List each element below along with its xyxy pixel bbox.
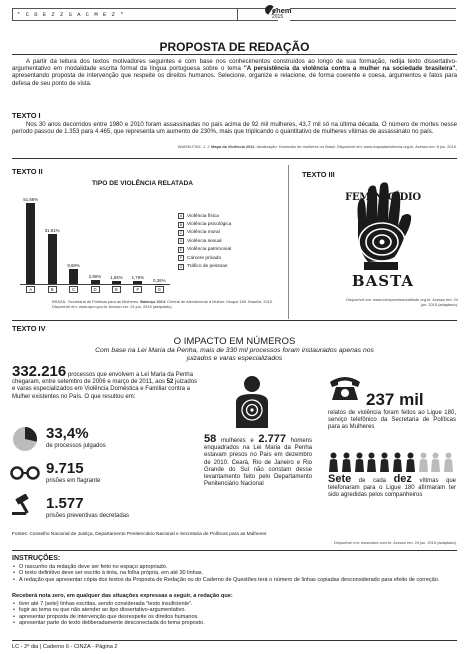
chart-category-label: C (69, 286, 78, 293)
stat1-number: 33,4% (46, 425, 89, 442)
mid-pre: mulheres e (216, 438, 259, 444)
divider-3 (12, 550, 457, 551)
vertical-divider (288, 165, 289, 319)
texto1-source (12, 145, 457, 150)
chart-legend (178, 212, 278, 271)
legend-label: Violência sexual (187, 238, 222, 244)
person-icon (392, 452, 403, 472)
chart-bar-C (69, 269, 78, 284)
stat-main-post: juizados e varas especializados em Violência Doméstica e Familiar contra a Mulher existentes no País. O que resultou em: (12, 379, 198, 400)
zero-condition-item: • tiver até 7 (sete) linhas escritas, sendo considerada "texto insuficiente". (12, 601, 457, 607)
chart-x-axis (20, 284, 170, 285)
legend-key: B (179, 222, 183, 227)
mid-number-2: 2.777 (258, 433, 286, 445)
right-number: 237 mil (366, 390, 424, 409)
logo-brand: enem (272, 6, 292, 15)
zero-condition-item: • apresentar proposta de intervenção que desrespeite os direitos humanos. (12, 614, 457, 620)
legend-item (178, 212, 278, 220)
chart-category-label: E (112, 286, 121, 293)
chart-category-label: B (48, 286, 57, 293)
right2-post: vítimas que telefonaram para o Ligue 180 afirmaram ter sido agredidas pelos companheiros (328, 478, 456, 499)
legend-label: Violência patrimonial (187, 247, 232, 253)
stat-main-bold: 52 (166, 379, 174, 386)
shooting-target-icon (232, 372, 272, 428)
pie-icon (12, 426, 38, 452)
page-title: PROPOSTA DE REDAÇÃO (159, 40, 310, 54)
chart-bar-E (112, 281, 121, 284)
chart-category-label: F (133, 286, 142, 293)
target-icon-box (232, 372, 272, 428)
legend-key: F (179, 256, 183, 261)
texto1-source-post: . Atualização: Homicídio de mulheres no Brasil. Disponível em: www.mapadaviolencia.org.br. Acesso em: 8 jun. 2015. (254, 144, 457, 149)
poster-word-basta: BASTA (351, 272, 415, 290)
person-icon (341, 452, 352, 472)
instruction-item: • A redação que apresentar cópia dos textos da Proposta de Redação ou do Caderno de Questões terá o número de linhas copiadas desconsiderado para efeito de correção. (12, 577, 457, 583)
chart-category-label: A (26, 286, 35, 293)
legend-item (178, 237, 278, 245)
person-icon (430, 452, 441, 472)
stat2-caption: prisões em flagrante (46, 478, 101, 484)
person-icon (443, 452, 454, 472)
texto2-source (52, 300, 280, 309)
texto3-label: TEXTO III (302, 170, 335, 179)
divider-1 (12, 158, 457, 159)
chart-category-label: G (155, 286, 164, 293)
gavel-icon (10, 494, 40, 516)
barcode-box (12, 8, 238, 21)
stat3-caption: prisões preventivas decretadas (46, 513, 130, 519)
handcuffs-icon (10, 464, 40, 482)
legend-key: A (179, 214, 183, 219)
texto2-source-post: . Central de Atendimento à Mulher: Disque 180. Brasília, 2015. Disponível em: www.spm.gov.br. Acesso em: 24 jun. 2015 (adaptado). (52, 299, 274, 309)
zero-title: Receberá nota zero, em qualquer das situações expressas a seguir, a redação que: (12, 593, 233, 599)
right2-number-1: Sete (328, 473, 352, 485)
pie-chart-icon (12, 426, 38, 452)
legend-label: Cárcere privado (187, 255, 222, 261)
people-row (328, 452, 456, 472)
chart-title: TIPO DE VIOLÊNCIA RELATADA (92, 180, 193, 187)
chart-bar-F (133, 281, 142, 284)
barcode-text: * C D E Z Z S A C M E Z * (17, 11, 125, 18)
legend-label: Violência moral (187, 230, 220, 236)
stat2-number: 9.715 (46, 460, 84, 477)
right2-text (328, 473, 456, 500)
intro-paragraph (12, 58, 457, 87)
chart-bar-B (48, 234, 57, 284)
texto4-sources: Fontes: Conselho Nacional de Justiça, Departamento Penitenciário Nacional e Secretaria de Políticas para as Mulheres (12, 532, 267, 537)
intro-theme: "A persistência da violência contra a mulher na sociedade brasileira" (243, 65, 456, 73)
phone-icon-box (328, 374, 362, 402)
chart-value-label: 9,68% (67, 262, 80, 268)
zero-condition-item: • apresentar parte do texto deliberadamente desconectada do tema proposto. (12, 620, 457, 626)
person-icon (379, 452, 390, 472)
gavel-icon-box (10, 494, 40, 516)
person-icon (354, 452, 365, 472)
person-icon (418, 452, 429, 472)
legend-label: Tráfico de pessoas (187, 264, 228, 270)
chart-value-label: 31,81% (44, 228, 60, 234)
stat3-number: 1.577 (46, 495, 84, 512)
texto1-source-bold: Mapa da Violência 2012 (211, 144, 255, 149)
chart-bar-G (155, 284, 164, 285)
texto3-source: Disponível em: www.compromissoeatitude.org.br. Acesso em: 24 jun. 2015 (adaptado). (346, 297, 458, 307)
stat-mid (204, 433, 312, 488)
stat1-caption: de processos julgados (46, 443, 106, 449)
chart-value-label: 51,68% (23, 197, 39, 203)
chart-value-label: 2,86% (88, 273, 102, 279)
texto4-label: TEXTO IV (12, 324, 46, 333)
legend-key: D (179, 239, 183, 244)
header-line-right (290, 8, 456, 21)
title-divider (12, 54, 457, 55)
chart-category-label: D (91, 286, 100, 293)
stat-main-number: 332.216 (12, 363, 67, 380)
zero-condition-item: • fugir ao tema ou que não atender ao tipo dissertativo-argumentativo. (12, 607, 457, 613)
instructions-list (12, 564, 457, 583)
chart-value-label: 0,26% (153, 277, 166, 283)
texto1-source-pre: WAISELFISZ, J. J. (177, 144, 212, 149)
right-text: relatos de violência foram feitos ao Ligue 180, serviço telefônico da Secretaria de Políticas para as Mulheres (328, 410, 456, 431)
mid-number-1: 58 (204, 433, 217, 445)
legend-key: E (179, 247, 183, 252)
person-icon (328, 452, 339, 472)
texto1-body: Nos 30 anos decorridos entre 1980 e 2010 foram assassinadas no país acima de 92 mil mulheres, 43,7 mil só na última década. O número de mortes nesse período passou de 1.353 para 4.465, que representa um aumento de 230%, mais que triplicando o quantitativo de mulheres vítimas de assassinato no país. (12, 121, 457, 136)
chart-bar-A (26, 203, 35, 284)
legend-item (178, 254, 278, 262)
texto4-subtitle: Com base na Lei Maria da Penha, mais de 330 mil processos foram instaurados apenas nos juizados e varas especializados (95, 347, 374, 363)
legend-item (178, 220, 278, 228)
stat-main-pre: processos que envolvem a Lei Maria da Penha chegaram, entre setembro de 2006 e março de 2011, aos (12, 372, 193, 386)
legend-item (178, 229, 278, 237)
footer: LC - 2º dia | Caderno 6 - CINZA - Página 2 (12, 644, 118, 650)
person-icon (366, 452, 377, 472)
legend-item (178, 262, 278, 270)
intro-text-1: A partir da leitura dos textos motivadores seguintes e com base nos conhecimentos construídos ao longo de sua formação, redija texto dissertativo-argumentativo em modalidade escrita formal da língua portuguesa sobre o tema (12, 58, 457, 73)
mid-post: homens enquadrados na Lei Maria da Penha estavam presos no País em dezembro de 2010. Ceará, Rio de Janeiro e Rio Grande do Sul não constam desse levantamento feito pelo Departamento Penitenciário Nacional (204, 438, 312, 488)
instructions-title: INSTRUÇÕES: (12, 555, 61, 562)
handcuffs-icon-box (10, 464, 40, 482)
poster-word-feminicidio: FEMINICÍDIO (345, 192, 421, 203)
footer-divider (12, 640, 457, 641)
right2-mid: de cada (351, 478, 394, 484)
feminicidio-poster (318, 180, 448, 296)
texto4-available: Disponível em: www.istoe.com.br. Acesso em: 24 jun. 2015 (adaptado). (334, 540, 457, 545)
right2-number-2: dez (393, 473, 412, 485)
texto2-source-bold: Balanço 2014 (140, 299, 166, 304)
chart-value-label: 1,76% (131, 275, 145, 281)
legend-key: G (179, 264, 183, 269)
legend-label: Violência psicológica (187, 222, 232, 228)
texto2-label: TEXTO II (12, 167, 43, 176)
instruction-item: • O rascunho da redação deve ser feito no espaço apropriado. (12, 564, 457, 570)
legend-label: Violência física (187, 213, 219, 219)
divider-2 (12, 320, 457, 321)
logo-year: 2015 (272, 14, 284, 20)
texto1-label: TEXTO I (12, 111, 41, 120)
chart-bar-D (91, 280, 100, 284)
bar-chart (14, 192, 170, 294)
person-icon (405, 452, 416, 472)
texto4-heading: O IMPACTO EM NÚMEROS (173, 336, 296, 347)
telephone-icon (328, 374, 362, 402)
legend-item (178, 246, 278, 254)
zero-list (12, 601, 457, 626)
texto2-source-pre: BRASIL. Secretaria de Políticas para as Mulheres. (52, 299, 141, 304)
legend-key: C (179, 230, 183, 235)
intro-text-2: , apresentando proposta de intervenção que respeite os direitos humanos. Selecione, organize e relacione, de forma coerente e coesa, argumentos e fatos para defesa de seu ponto de vista. (12, 65, 457, 87)
stat-main (12, 363, 202, 401)
instruction-item: • O texto definitivo deve ser escrito à tinta, na folha própria, em até 30 linhas. (12, 570, 457, 576)
chart-value-label: 1,94% (110, 274, 123, 280)
